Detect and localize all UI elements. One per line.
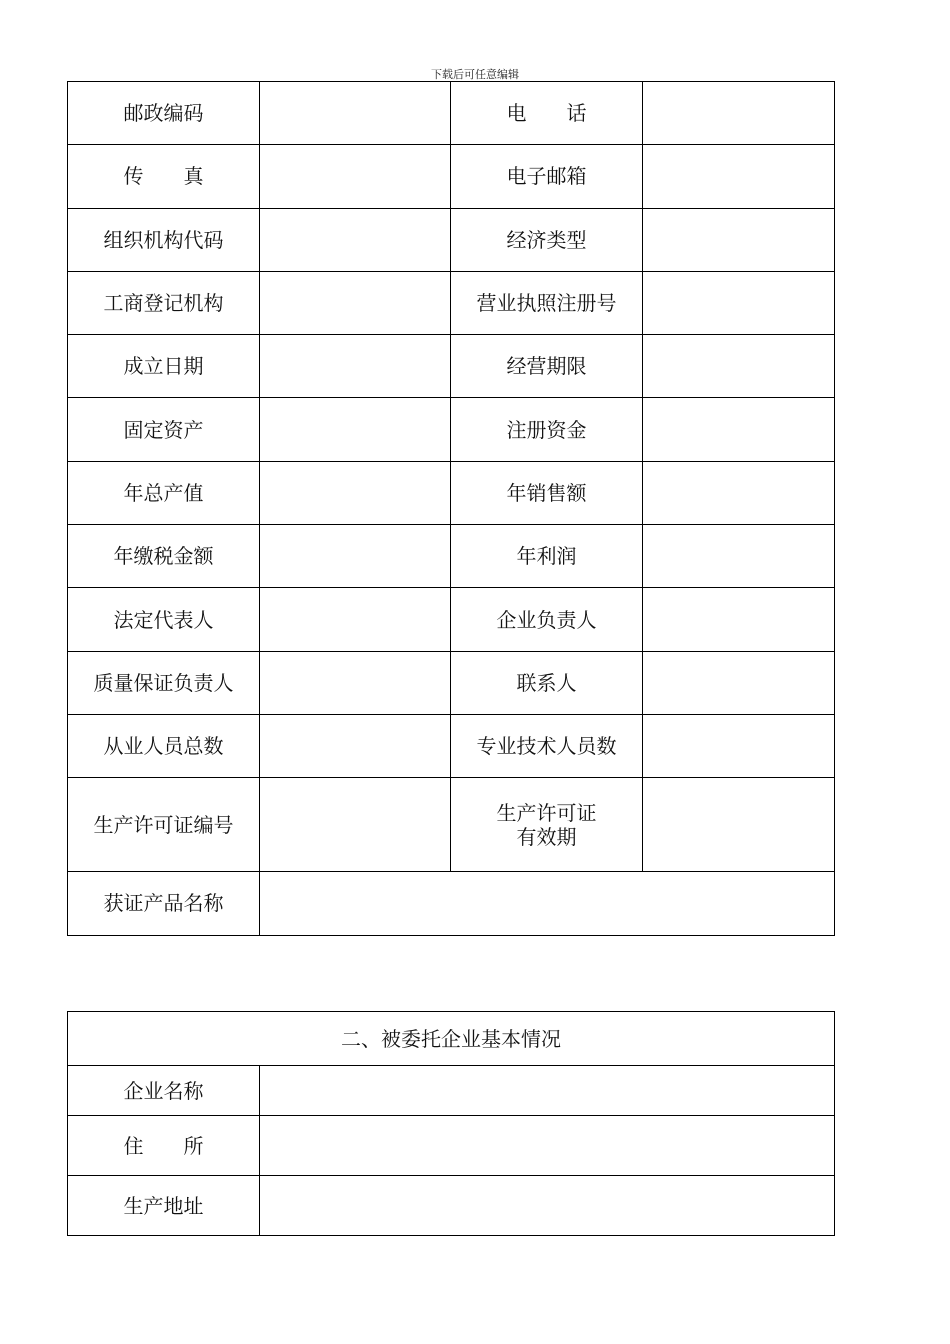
left-field[interactable]	[260, 82, 451, 145]
right-label: 经济类型	[451, 208, 643, 271]
right-field[interactable]	[643, 82, 835, 145]
section-title: 二、被委托企业基本情况	[68, 1012, 835, 1066]
license-validity-label	[451, 778, 643, 872]
form-row	[68, 651, 835, 714]
left-label: 法定代表人	[68, 588, 260, 651]
enterprise-name-field[interactable]	[260, 1066, 835, 1116]
production-address-field[interactable]	[260, 1176, 835, 1236]
left-field[interactable]	[260, 398, 451, 461]
enterprise-name-row	[68, 1066, 835, 1116]
form-row	[68, 335, 835, 398]
form-row	[68, 714, 835, 777]
left-field[interactable]	[260, 714, 451, 777]
right-label: 专业技术人员数	[451, 714, 643, 777]
form-row	[68, 145, 835, 208]
right-label: 企业负责人	[451, 588, 643, 651]
license-validity-label-line1: 生产许可证	[496, 800, 597, 825]
production-address-label: 生产地址	[68, 1176, 260, 1236]
license-row	[68, 778, 835, 872]
left-field[interactable]	[260, 651, 451, 714]
right-label: 经营期限	[451, 335, 643, 398]
right-field[interactable]	[643, 271, 835, 334]
right-label: 注册资金	[451, 398, 643, 461]
left-label: 质量保证负责人	[68, 651, 260, 714]
left-field[interactable]	[260, 461, 451, 524]
right-field[interactable]	[643, 398, 835, 461]
residence-field[interactable]	[260, 1116, 835, 1176]
entrusting-enterprise-info-table	[67, 81, 835, 936]
production-address-row	[68, 1176, 835, 1236]
right-field[interactable]	[643, 461, 835, 524]
left-field[interactable]	[260, 525, 451, 588]
form-row	[68, 271, 835, 334]
left-label: 邮政编码	[68, 82, 260, 145]
certified-product-field[interactable]	[260, 872, 835, 935]
right-field[interactable]	[643, 714, 835, 777]
form-row	[68, 208, 835, 271]
left-field[interactable]	[260, 208, 451, 271]
right-field[interactable]	[643, 335, 835, 398]
right-field[interactable]	[643, 145, 835, 208]
right-field[interactable]	[643, 651, 835, 714]
right-field[interactable]	[643, 588, 835, 651]
right-label: 营业执照注册号	[451, 271, 643, 334]
right-label: 年利润	[451, 525, 643, 588]
certified-product-row	[68, 872, 835, 935]
entrusted-enterprise-info-table	[67, 1011, 835, 1236]
residence-row	[68, 1116, 835, 1176]
residence-label: 住 所	[68, 1116, 260, 1176]
form-row	[68, 525, 835, 588]
left-label: 成立日期	[68, 335, 260, 398]
form-row	[68, 82, 835, 145]
header-note: 下载后可任意编辑	[431, 68, 519, 81]
right-label: 电 话	[451, 82, 643, 145]
left-label: 从业人员总数	[68, 714, 260, 777]
left-label: 传 真	[68, 145, 260, 208]
left-label: 年缴税金额	[68, 525, 260, 588]
left-field[interactable]	[260, 271, 451, 334]
license-number-field[interactable]	[260, 778, 451, 872]
right-label: 年销售额	[451, 461, 643, 524]
right-label: 联系人	[451, 651, 643, 714]
right-label: 电子邮箱	[451, 145, 643, 208]
enterprise-name-label: 企业名称	[68, 1066, 260, 1116]
right-field[interactable]	[643, 525, 835, 588]
form-row	[68, 588, 835, 651]
form-row	[68, 461, 835, 524]
left-field[interactable]	[260, 335, 451, 398]
license-number-label: 生产许可证编号	[68, 778, 260, 872]
certified-product-label: 获证产品名称	[68, 872, 260, 935]
license-validity-label-line2: 有效期	[516, 824, 577, 849]
left-field[interactable]	[260, 588, 451, 651]
section-title-row	[68, 1012, 835, 1066]
left-label: 固定资产	[68, 398, 260, 461]
left-label: 工商登记机构	[68, 271, 260, 334]
left-label: 年总产值	[68, 461, 260, 524]
left-label: 组织机构代码	[68, 208, 260, 271]
license-validity-field[interactable]	[643, 778, 835, 872]
right-field[interactable]	[643, 208, 835, 271]
left-field[interactable]	[260, 145, 451, 208]
form-row	[68, 398, 835, 461]
